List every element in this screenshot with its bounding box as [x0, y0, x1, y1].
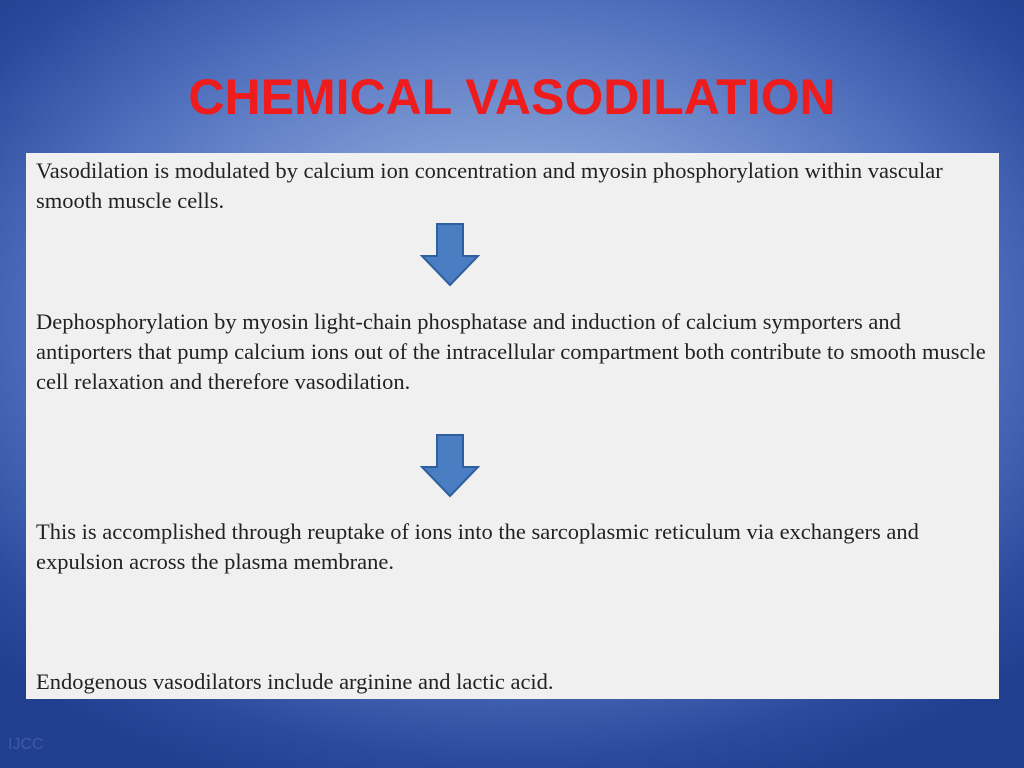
paragraph-dephosphorylation: Dephosphorylation by myosin light-chain phosphatase and induction of calcium symporters and antiporters that pump calcium ions out of the intracellular compartment both contribute to smooth muscle cell relaxation and therefore vasodilation.: [36, 309, 986, 394]
footer-watermark: IJCC: [8, 736, 44, 753]
content-panel: [26, 153, 999, 699]
arrow-down-icon: [420, 222, 480, 288]
paragraph-reuptake: This is accomplished through reuptake of ions into the sarcoplasmic reticulum via exchangers and expulsion across the plasma membrane.: [36, 519, 919, 574]
arrow-down-icon: [420, 433, 480, 499]
slide-title: CHEMICAL VASODILATION: [188, 69, 836, 125]
paragraph-endogenous-vasodilators: Endogenous vasodilators include arginine and lactic acid.: [36, 669, 554, 694]
paragraph-calcium-modulation: Vasodilation is modulated by calcium ion concentration and myosin phosphorylation within vascular smooth muscle cells.: [36, 158, 943, 213]
